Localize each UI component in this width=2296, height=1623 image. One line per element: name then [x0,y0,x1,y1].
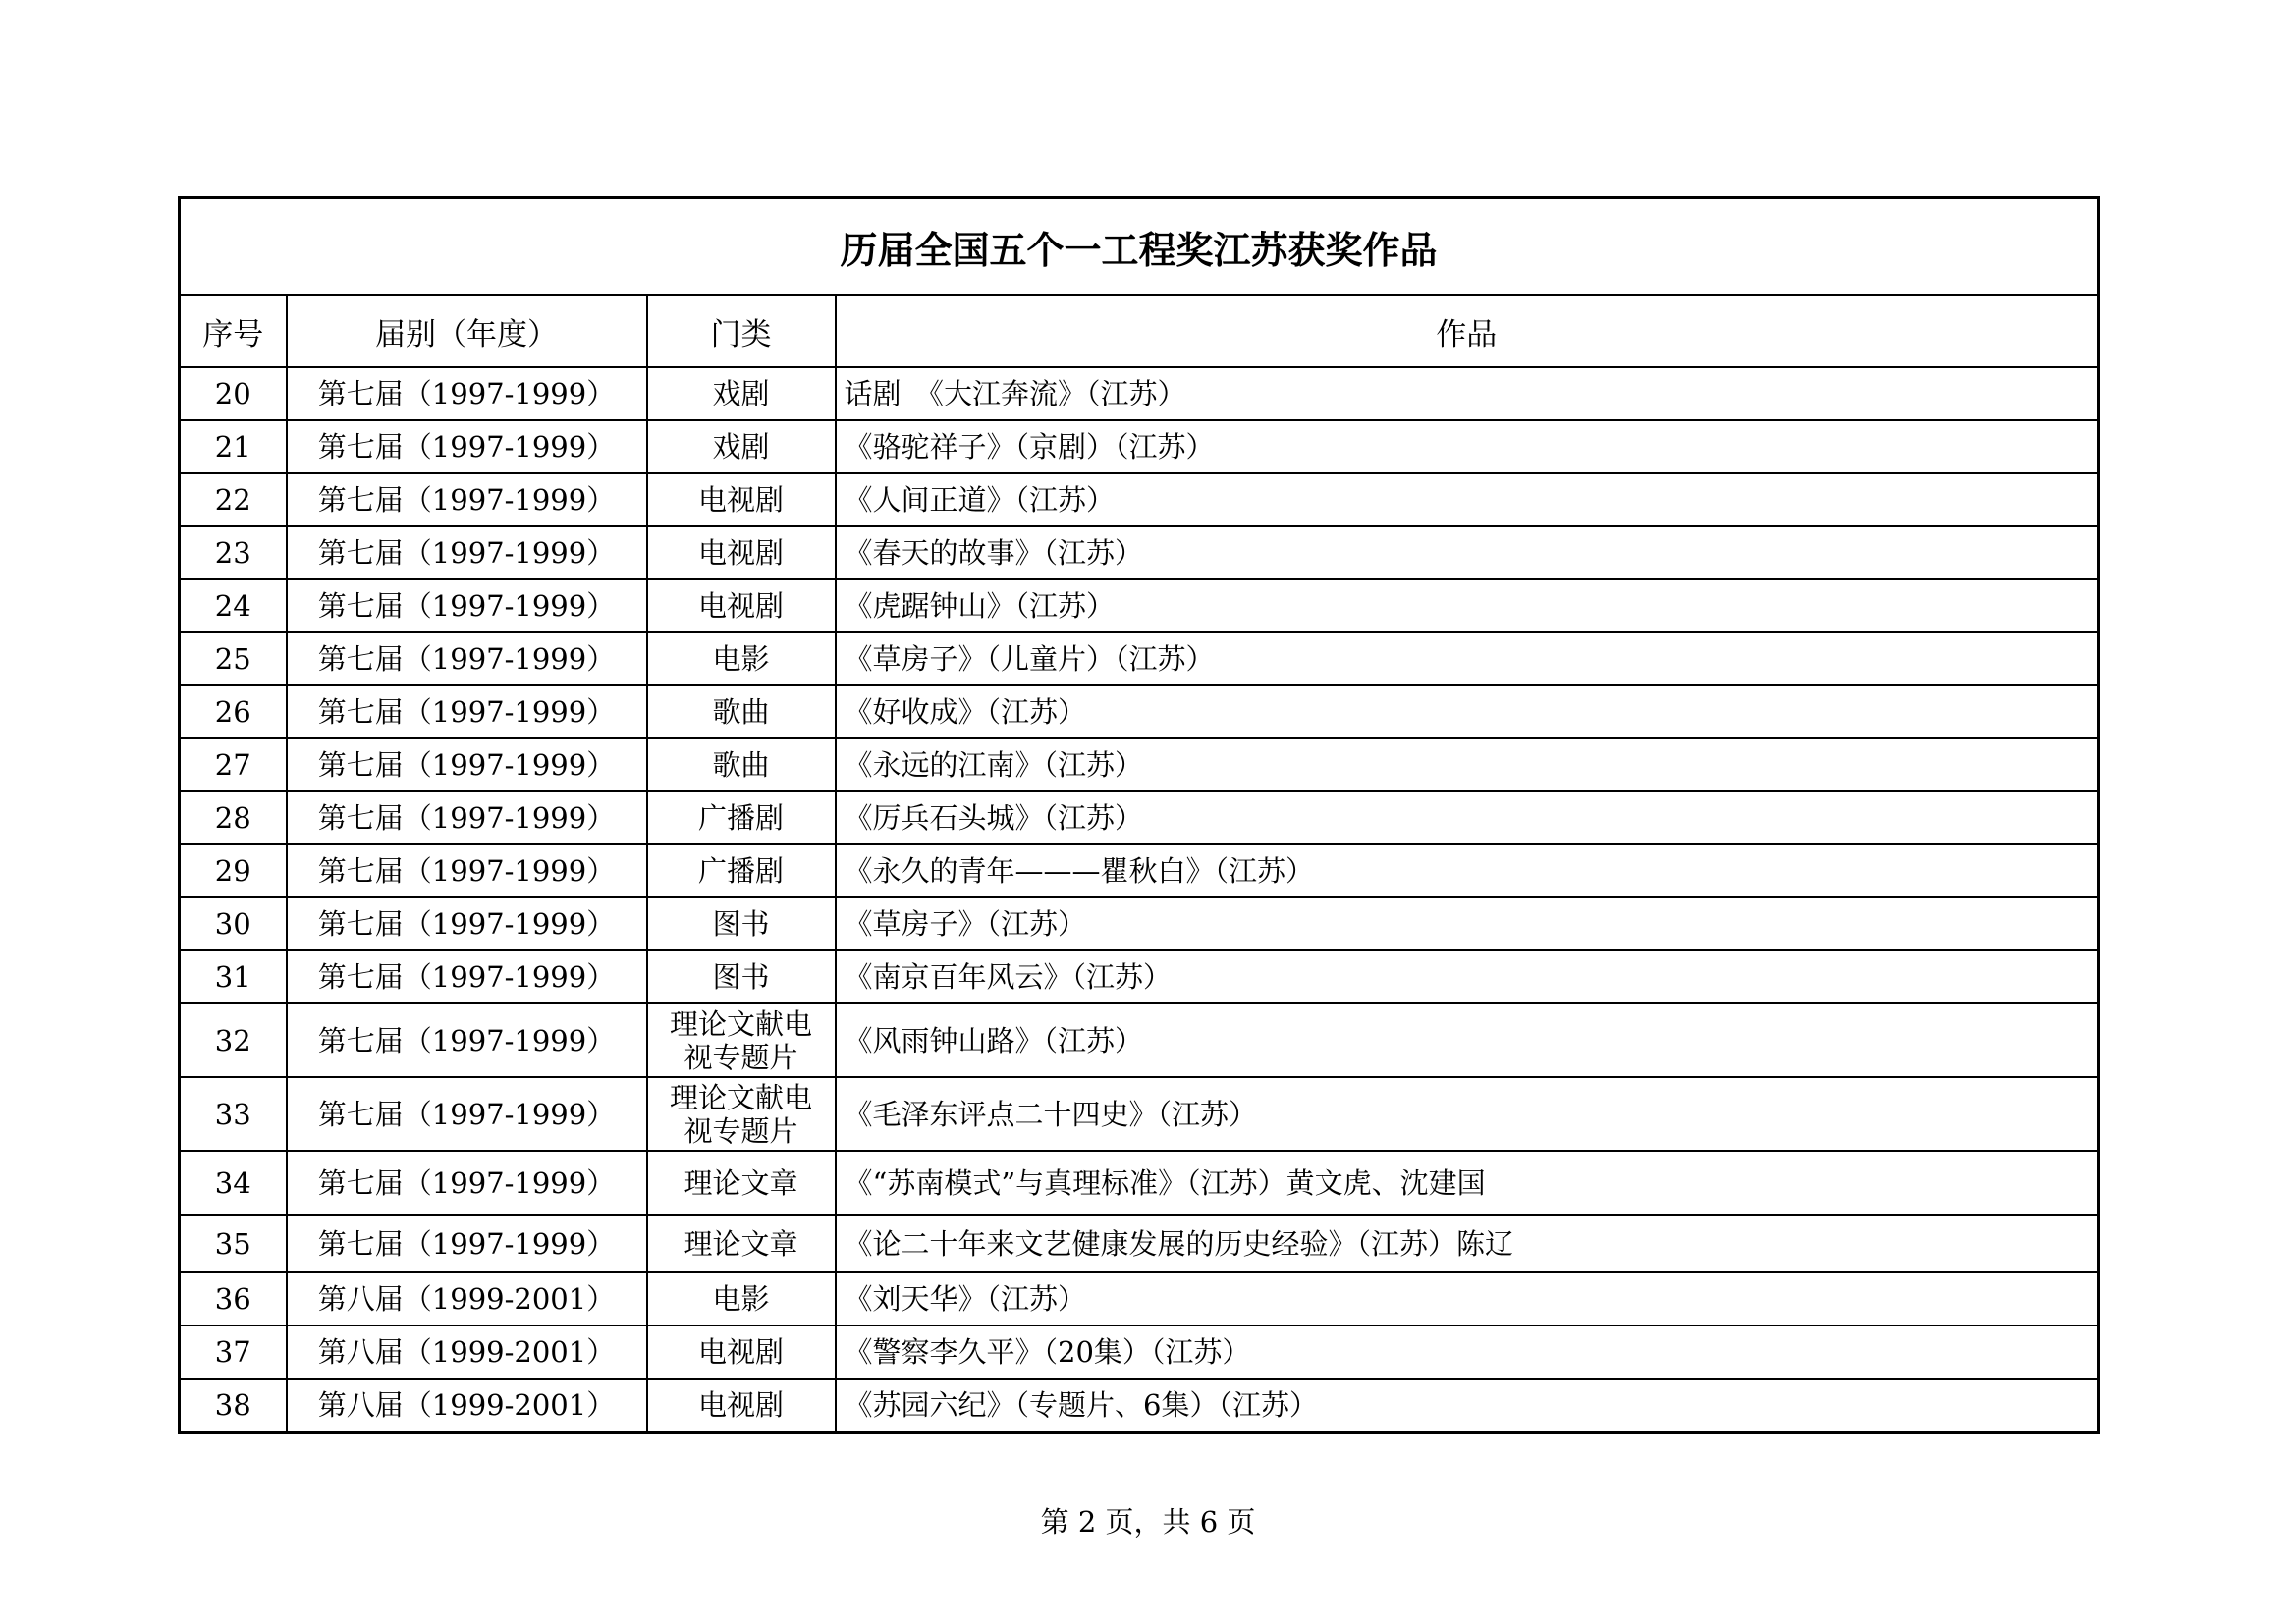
cell-session: 第七届（1997-1999） [287,791,647,844]
cell-category: 理论文章 [647,1215,836,1272]
cell-work: 《刘天华》（江苏） [836,1272,2099,1325]
cell-work: 《好收成》（江苏） [836,685,2099,738]
cell-session: 第八届（1999-2001） [287,1325,647,1379]
cell-session: 第八届（1999-2001） [287,1272,647,1325]
cell-category: 歌曲 [647,738,836,791]
cell-work: 《毛泽东评点二十四史》（江苏） [836,1077,2099,1151]
table-row [180,897,2099,950]
cell-no: 33 [180,1077,287,1151]
cell-no: 31 [180,950,287,1003]
cell-no: 30 [180,897,287,950]
header-category: 门类 [647,295,836,367]
page-footer: 第 2 页，共 6 页 [1040,1505,1256,1539]
cell-work: 《骆驼祥子》（京剧）（江苏） [836,420,2099,473]
table-row [180,1003,2099,1077]
cell-no: 20 [180,367,287,420]
table-row [180,420,2099,473]
cell-no: 37 [180,1325,287,1379]
table-row [180,632,2099,685]
cell-work: 《永远的江南》（江苏） [836,738,2099,791]
cell-session: 第七届（1997-1999） [287,685,647,738]
table-row [180,685,2099,738]
cell-session: 第七届（1997-1999） [287,367,647,420]
cell-no: 29 [180,844,287,897]
table-row [180,367,2099,420]
cell-category: 图书 [647,897,836,950]
cell-session: 第七届（1997-1999） [287,473,647,526]
title-row [180,198,2099,296]
cell-work: 《永久的青年———瞿秋白》（江苏） [836,844,2099,897]
cell-no: 24 [180,579,287,632]
table-row [180,1215,2099,1272]
header-work: 作品 [836,295,2099,367]
cell-no: 25 [180,632,287,685]
cell-category: 戏剧 [647,367,836,420]
table-title: 历届全国五个一工程奖江苏获奖作品 [180,198,2099,296]
cell-work: 《警察李久平》（20集）（江苏） [836,1325,2099,1379]
cell-category: 电视剧 [647,579,836,632]
cell-no: 21 [180,420,287,473]
cell-category [647,1077,836,1151]
cell-category: 电视剧 [647,1325,836,1379]
cell-category: 电视剧 [647,473,836,526]
cell-session: 第七届（1997-1999） [287,844,647,897]
table-row [180,579,2099,632]
cell-work: 《草房子》（儿童片）（江苏） [836,632,2099,685]
table-row [180,791,2099,844]
cell-no: 32 [180,1003,287,1077]
cell-category: 图书 [647,950,836,1003]
cell-work: 《厉兵石头城》（江苏） [836,791,2099,844]
cell-category: 电视剧 [647,526,836,579]
cell-session: 第八届（1999-2001） [287,1379,647,1433]
cell-category: 电影 [647,632,836,685]
cell-session: 第七届（1997-1999） [287,1077,647,1151]
cell-work: 《苏园六纪》（专题片、6集）（江苏） [836,1379,2099,1433]
cell-category-line2: 视专题片 [683,1113,798,1148]
cell-category [647,1003,836,1077]
cell-no: 35 [180,1215,287,1272]
cell-no: 23 [180,526,287,579]
cell-work: 《春天的故事》（江苏） [836,526,2099,579]
cell-session: 第七届（1997-1999） [287,420,647,473]
table-row [180,738,2099,791]
awards-table [178,196,2100,1434]
header-no: 序号 [180,295,287,367]
cell-session: 第七届（1997-1999） [287,526,647,579]
cell-session: 第七届（1997-1999） [287,1151,647,1215]
cell-work: 《风雨钟山路》（江苏） [836,1003,2099,1077]
cell-work: 话剧 《大江奔流》（江苏） [836,367,2099,420]
cell-no: 28 [180,791,287,844]
table-row [180,1151,2099,1215]
cell-session: 第七届（1997-1999） [287,897,647,950]
cell-category-line1: 理论文献电 [669,1080,812,1114]
cell-work: 《“苏南模式”与真理标准》（江苏）黄文虎、沈建国 [836,1151,2099,1215]
cell-no: 26 [180,685,287,738]
cell-session: 第七届（1997-1999） [287,579,647,632]
cell-category-line1: 理论文献电 [669,1006,812,1041]
table-row [180,1325,2099,1379]
table-row [180,844,2099,897]
cell-session: 第七届（1997-1999） [287,738,647,791]
cell-no: 27 [180,738,287,791]
table-row [180,526,2099,579]
table-row [180,1077,2099,1151]
cell-session: 第七届（1997-1999） [287,950,647,1003]
cell-no: 34 [180,1151,287,1215]
cell-session: 第七届（1997-1999） [287,632,647,685]
cell-session: 第七届（1997-1999） [287,1003,647,1077]
cell-no: 22 [180,473,287,526]
cell-category: 广播剧 [647,844,836,897]
cell-session: 第七届（1997-1999） [287,1215,647,1272]
cell-no: 38 [180,1379,287,1433]
cell-category: 戏剧 [647,420,836,473]
cell-work: 《人间正道》（江苏） [836,473,2099,526]
table-row [180,473,2099,526]
cell-category: 电影 [647,1272,836,1325]
header-row [180,295,2099,367]
cell-no: 36 [180,1272,287,1325]
table-row [180,950,2099,1003]
table-row [180,1379,2099,1433]
table-row [180,1272,2099,1325]
header-session: 届别（年度） [287,295,647,367]
cell-work: 《论二十年来文艺健康发展的历史经验》（江苏）陈辽 [836,1215,2099,1272]
cell-work: 《草房子》（江苏） [836,897,2099,950]
cell-category: 电视剧 [647,1379,836,1433]
cell-category-line2: 视专题片 [683,1040,798,1074]
cell-work: 《虎踞钟山》（江苏） [836,579,2099,632]
cell-category: 歌曲 [647,685,836,738]
cell-work: 《南京百年风云》（江苏） [836,950,2099,1003]
cell-category: 理论文章 [647,1151,836,1215]
cell-category: 广播剧 [647,791,836,844]
